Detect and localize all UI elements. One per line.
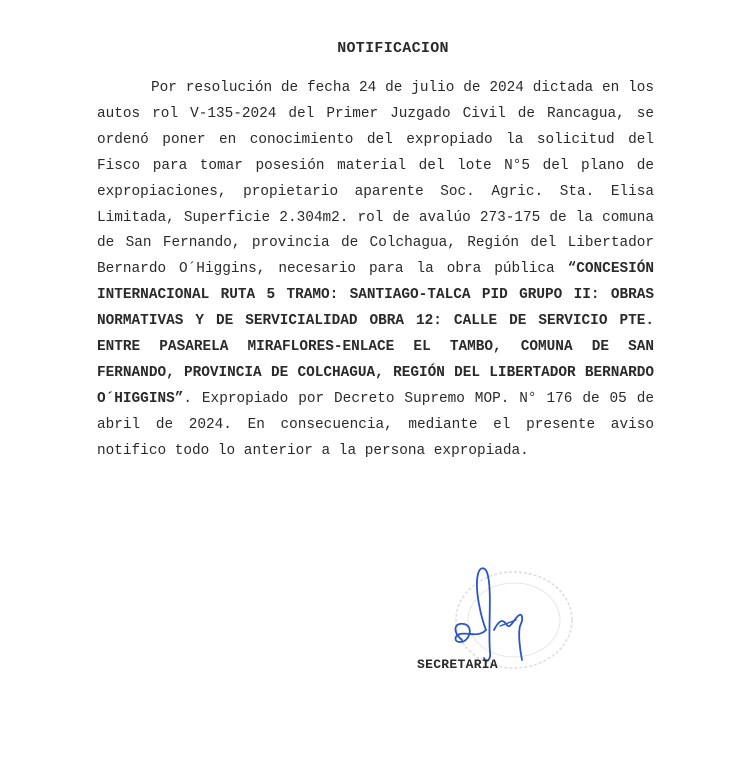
notification-intro: Por resolución de fecha 24 de julio de 2024 dictada en los autos rol V-135-2024 del Primer Juzgado Civil de Rancagua, se ordenó poner en conocimiento del expropiado la solicitud del Fisco para tomar posesión material del lote N°5 del plano de expropiaciones, propietario aparente Soc. Agric. Sta. Elisa Limitada, Superficie 2.304m2. rol de avalúo 273-175 de la comuna de San Fernando, provincia de Colchagua, Región del Libertador Bernardo O´Higgins, necesario para la obra pública <box>97 80 654 278</box>
document-title: NOTIFICACION <box>337 40 449 57</box>
project-name: “CONCESIÓN INTERNACIONAL RUTA 5 TRAMO: SANTIAGO-TALCA PID GRUPO II: OBRAS NORMATIVAS Y DE SERVICIALIDAD OBRA 12: CALLE DE SERVICIO PTE. ENTRE PASARELA MIRAFLORES-ENLACE EL TAMBO, COMUNA DE SAN FERNANDO, PROVINCIA DE COLCHAGUA, REGIÓN DEL LIBERTADOR BERNARDO O´HIGGINS” <box>97 261 654 407</box>
notification-closing: . Expropiado por Decreto Supremo MOP. N° 176 de 05 de abril de 2024. En consecuencia, mediante el presente aviso notifico todo lo anterior a la persona expropiada. <box>97 390 654 459</box>
notification-body <box>97 76 654 465</box>
signer-title: SECRETARIA <box>417 657 499 672</box>
